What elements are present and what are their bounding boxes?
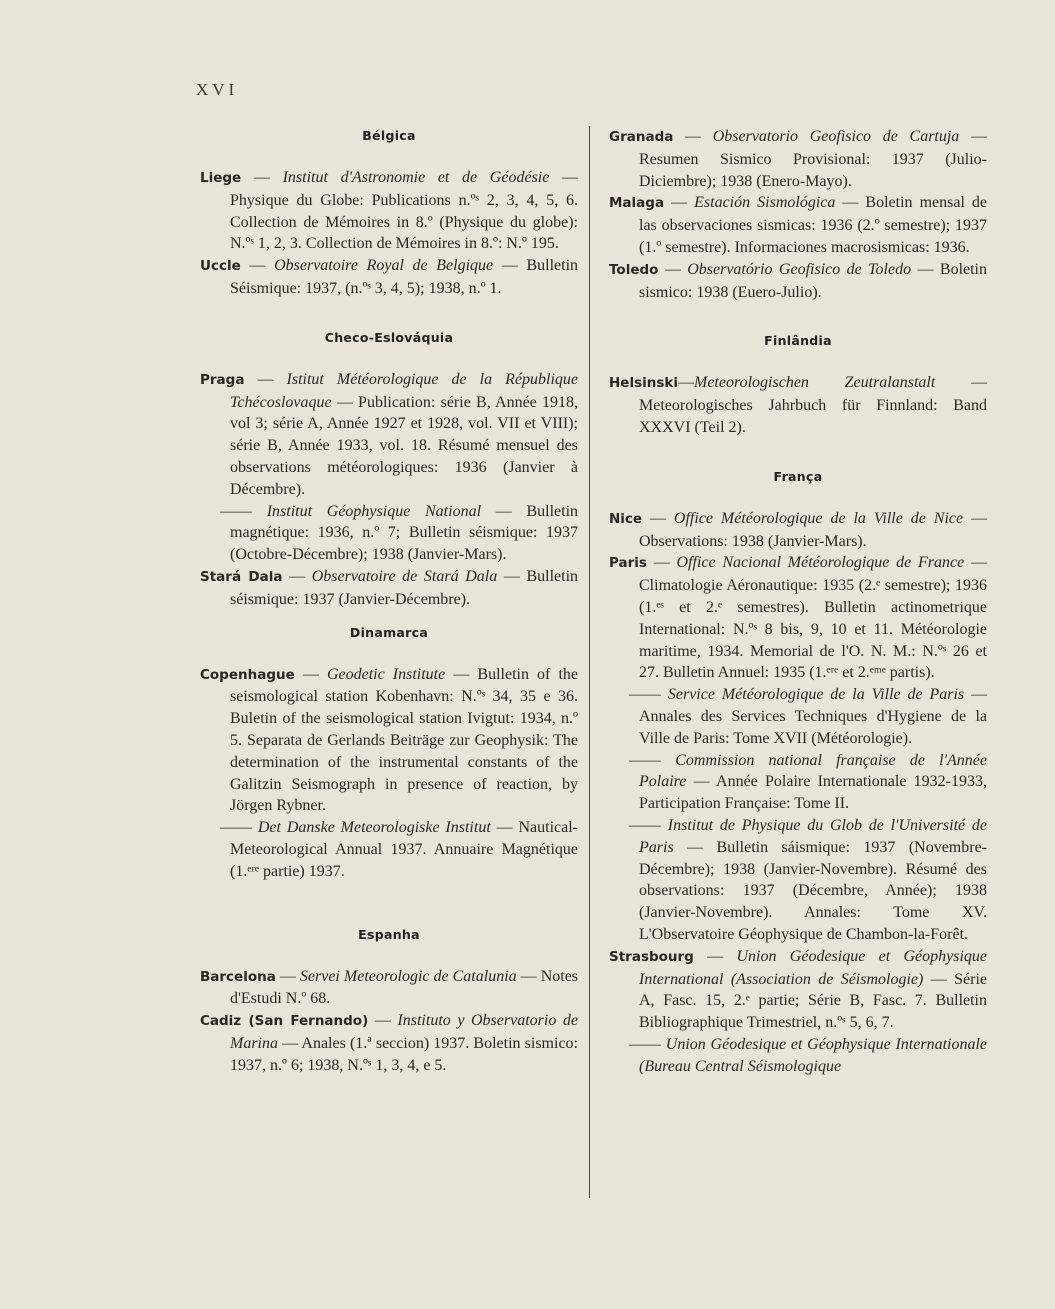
entry-institution: Instituto y Observatorio de Marina xyxy=(230,1012,579,1052)
entry-text: — Physique du Globe: Publications n.ºˢ 2, 3, 4, 5, 6. Collection de Mémoires in 8.º (Physique du globe): N.ºˢ 1, 2, 3. Collection de Mémoires in 8.º: N.º 195. xyxy=(230,169,579,253)
entry-text: — Bulletin séismique: 1937 (Janvier-Décembre). xyxy=(230,567,579,608)
entry-dash: —— xyxy=(629,686,661,704)
entry-liege: Liege — Institut d'Astronomie et de Géodésie — Physique du Globe: Publications n.ºˢ 2, 3, 4, 5, 6. Collection de Mémoires in 8.º (Physique du globe): N.ºˢ 1, 2, 3. Collection de Mémoires in 8.º: N.º 195. xyxy=(200,169,579,253)
entry-place: Uccle xyxy=(200,258,241,275)
entry-institution: Meteorologischen Zeutralanstalt xyxy=(694,374,936,392)
section-heading-dinamarca: Dinamarca xyxy=(349,624,429,640)
entry-text: — Nautical-Meteorological Annual 1937. Annuaire Magnétique (1.ᵉʳᵉ partie) 1937. xyxy=(230,819,578,880)
entry-nice: Nice — Office Météorologique de la Ville de Nice — Observations: 1938 (Janvier-Mars). xyxy=(609,509,988,550)
entry-dash: —— xyxy=(629,1035,661,1053)
entry-text: — Série A, Fasc. 15, 2.ᵉ partie; Série B, Fasc. 7. Bulletin Bibliographique Trimestriel, n.ºˢ 5, 6, 7. xyxy=(639,970,987,1032)
entry-dash: —— xyxy=(629,816,661,834)
entry-institution: Det Danske Meteorologiske Institut xyxy=(257,819,491,837)
right-column xyxy=(609,126,987,1077)
entry-uccle: Uccle — Observatoire Royal de Belgique — Bulletin Séismique: 1937, (n.ºˢ 3, 4, 5); 1938, n.º 1. xyxy=(200,257,579,297)
entry-text: — Annales des Services Techniques d'Hygiene de la Ville de Paris: Tome XVII (Météorologie). xyxy=(639,686,987,747)
entry-paris-service xyxy=(609,684,987,749)
entry-institution: Office Météorologique de la Ville de Nice xyxy=(673,509,964,527)
entry-institution: Observatório Geofisico de Toledo xyxy=(687,260,912,278)
column-divider xyxy=(589,126,590,1198)
entry-place: Nice xyxy=(609,510,643,527)
entry-strasbourg: Strasbourg — Union Géodesique et Géophysique International (Association de Séismologie) — Série A, Fasc. 15, 2.ᵉ partie; Série B, Fasc. 7. Bulletin Bibliographique Trimestriel, n.ºˢ 5, 6, 7. xyxy=(609,947,988,1032)
entry-place: Cadiz (San Fernando) xyxy=(200,1013,369,1030)
entry-dash: —— xyxy=(220,819,252,837)
entry-place: Stará Dala xyxy=(200,568,283,585)
page-number: XVI xyxy=(196,80,239,99)
entry-institution: Servei Meteorologic de Catalunia xyxy=(299,967,517,985)
entry-place: Toledo xyxy=(609,261,659,278)
entry-institution: Observatorio Geofisico de Cartuja xyxy=(712,128,960,145)
entry-institution: Service Météorologique de la Ville de Paris xyxy=(667,686,965,704)
entry-stara-dala: Stará Dala — Observatoire de Stará Dala — Bulletin séismique: 1937 (Janvier-Décembre). xyxy=(200,567,579,608)
entry-institution: Institut Géophysique National xyxy=(266,502,482,520)
entry-text: — Bulletin magnétique: 1936, n.º 7; Bulletin séismique: 1937 (Octobre-Décembre); 1938 (Janvier-Mars). xyxy=(230,502,579,564)
entry-text: — Bulletin sáismique: 1937 (Novembre-Décembre); 1938 (Janvier-Novembre). Résumé des observations: 1937 (Décembre, Année); 1938 (Janvier-Novembre). Annales: Tome XV. L'Observatoire Géophysique de Chambon-la-Forêt. xyxy=(639,838,988,943)
entry-praga-continued xyxy=(200,501,578,566)
section-heading-checo-eslovaquia: Checo-Eslováquia xyxy=(324,329,454,345)
entry-paris-institut xyxy=(609,815,987,946)
entry-text: — Publication: série B, Année 1918, vol 3; série A, Année 1927 et 1928, vol. VII et VIII); série B, Année 1933, vol. 18. Résumé mensuel des observations météorologiques: 1936 (Janvier à Décembre). xyxy=(230,393,578,498)
entry-text: — Meteorologisches Jahrbuch für Finnland: Band XXXVI (Teil 2). xyxy=(639,374,988,436)
entry-granada: Granada — Observatorio Geofisico de Cartuja — Resumen Sismico Provisional: 1937 (Julio-Diciembre); 1938 (Enero-Mayo). xyxy=(609,128,987,190)
entry-institution: Office Nacional Météorologique de France xyxy=(676,554,965,572)
entry-copenhague: Copenhague — Geodetic Institute — Bulletin of the seismological station Kobenhavn: N.ºˢ 34, 35 e 36. Buletin of the seismological station Ivigtut: 1934, n.º 5. Separata de Gerlands Beiträge zur Geophysik: The determination of the instrumental constants of the Galitzin Seismograph in presence of reaction, by Jörgen Rybner. xyxy=(200,665,579,815)
entry-place: Paris xyxy=(609,555,647,572)
section-heading-finlandia: Finlândia xyxy=(764,333,832,349)
entry-strasbourg-continued xyxy=(609,1034,987,1078)
entry-institution: Istitut Météorologique de la République Tchécoslovaque xyxy=(230,370,579,411)
section-heading-belgica: Bélgica xyxy=(362,128,416,143)
entry-place: Granada xyxy=(609,129,674,145)
entry-institution: Observatoire de Stará Dala xyxy=(311,567,498,585)
entry-text: — Bulletin Séismique: 1937, (n.ºˢ 3, 4, 5); 1938, n.º 1. xyxy=(230,257,579,297)
entry-institution: Geodetic Institute xyxy=(326,665,446,683)
entry-place: Praga xyxy=(200,371,245,388)
section-heading-espanha: Espanha xyxy=(358,926,420,942)
entry-copenhague-continued xyxy=(200,817,578,882)
entry-dash: —— xyxy=(220,502,252,520)
entry-institution: Union Géodesique et Géophysique International (Association de Séismologie) xyxy=(639,947,988,988)
entry-malaga: Malaga — Estación Sismológica — Boletin mensal de las observaciones sismicas: 1936 (2.º semestre); 1937 (1.º semestre). Informaciones macrosismicas: 1936. xyxy=(609,194,988,256)
entry-text: — Resumen Sismico Provisional: 1937 (Julio-Diciembre); 1938 (Enero-Mayo). xyxy=(639,128,987,190)
entry-toledo: Toledo — Observatório Geofisico de Toledo — Boletin sismico: 1938 (Euero-Julio). xyxy=(609,260,987,301)
entry-helsinski: Helsinski—Meteorologischen Zeutralanstalt — Meteorologisches Jahrbuch für Finnland: Band XXXVI (Teil 2). xyxy=(609,374,988,436)
entry-barcelona: Barcelona — Servei Meteorologic de Catalunia — Notes d'Estudi N.º 68. xyxy=(200,967,579,1008)
entry-place: Barcelona xyxy=(200,968,276,985)
entry-place: Helsinski xyxy=(609,375,678,392)
section-heading-franca: França xyxy=(773,468,823,484)
left-column xyxy=(200,118,578,1077)
entry-place: Malaga xyxy=(609,195,665,212)
entry-place: Liege xyxy=(200,170,242,186)
entry-text: — Boletin sismico: 1938 (Euero-Julio). xyxy=(639,260,987,301)
entry-text: — Bulletin of the seismological station Kobenhavn: N.ºˢ 34, 35 e 36. Buletin of the seismological station Ivigtut: 1934, n.º 5. Separata de Gerlands Beiträge zur Geophysik: The determination of the instrumental constants of the Galitzin Seismograph in presence of reaction, by Jörgen Rybner. xyxy=(230,665,579,815)
entry-institution: Commission national française de l'Année Polaire xyxy=(639,751,988,791)
entry-place: Copenhague xyxy=(200,666,295,683)
entry-institution: Estación Sismológica xyxy=(694,194,836,212)
entry-institution: Institut d'Astronomie et de Géodésie xyxy=(282,169,550,186)
entry-text: — Boletin mensal de las observaciones sismicas: 1936 (2.º semestre); 1937 (1.º semestre). Informaciones macrosismicas: 1936. xyxy=(639,194,988,256)
entry-text: — Observations: 1938 (Janvier-Mars). xyxy=(639,509,988,550)
entry-paris: Paris — Office Nacional Météorologique de France — Climatologie Aéronautique: 1935 (2.ᵉ semestre); 1936 (1.ᵉˢ et 2.ᵉ semestres). Bulletin actinometrique International: N.ºˢ 8 bis, 9, 10 et 11. Météorologie maritime, 1934. Memorial de l'O. N. M.: N.ºˢ 26 et 27. Bulletin Annuel: 1935 (1.ᵉʳᵉ et 2.ᵉᵐᵉ partis). xyxy=(609,554,987,682)
entry-dash: —— xyxy=(629,751,661,769)
entry-text: — Année Polaire Internationale 1932-1933, Participation Française: Tome II. xyxy=(639,773,987,813)
entry-institution: Observatoire Royal de Belgique xyxy=(274,257,494,275)
entry-praga: Praga — Istitut Météorologique de la République Tchécoslovaque — Publication: série B, Année 1918, vol 3; série A, Année 1927 et 1928, vol. VII et VIII); série B, Année 1933, vol. 18. Résumé mensuel des observations météorologiques: 1936 (Janvier à Décembre). xyxy=(200,370,579,498)
entry-paris-commission xyxy=(609,750,987,815)
entry-institution: Union Géodesique et Géophysique Internationale (Bureau Central Séismologique xyxy=(639,1035,988,1075)
entry-place: Strasbourg xyxy=(609,948,694,965)
entry-text: — Anales (1.ª seccion) 1937. Boletin sismico: 1937, n.º 6; 1938, N.ºˢ 1, 3, 4, e 5. xyxy=(230,1034,578,1074)
entry-text: — Notes d'Estudi N.º 68. xyxy=(230,967,579,1008)
entry-institution: Institut de Physique du Glob de l'Université de Paris xyxy=(639,816,987,856)
entry-cadiz: Cadiz (San Fernando) — Instituto y Observatorio de Marina — Anales (1.ª seccion) 1937. Boletin sismico: 1937, n.º 6; 1938, N.ºˢ 1, 3, 4, e 5. xyxy=(200,1012,579,1074)
entry-text: — Climatologie Aéronautique: 1935 (2.ᵉ semestre); 1936 (1.ᵉˢ et 2.ᵉ semestres). Bulletin actinometrique International: N.ºˢ 8 bis, 9, 10 et 11. Météorologie maritime, 1934. Memorial de l'O. N. M.: N.ºˢ 26 et 27. Bulletin Annuel: 1935 (1.ᵉʳᵉ et 2.ᵉᵐᵉ partis). xyxy=(639,554,987,682)
